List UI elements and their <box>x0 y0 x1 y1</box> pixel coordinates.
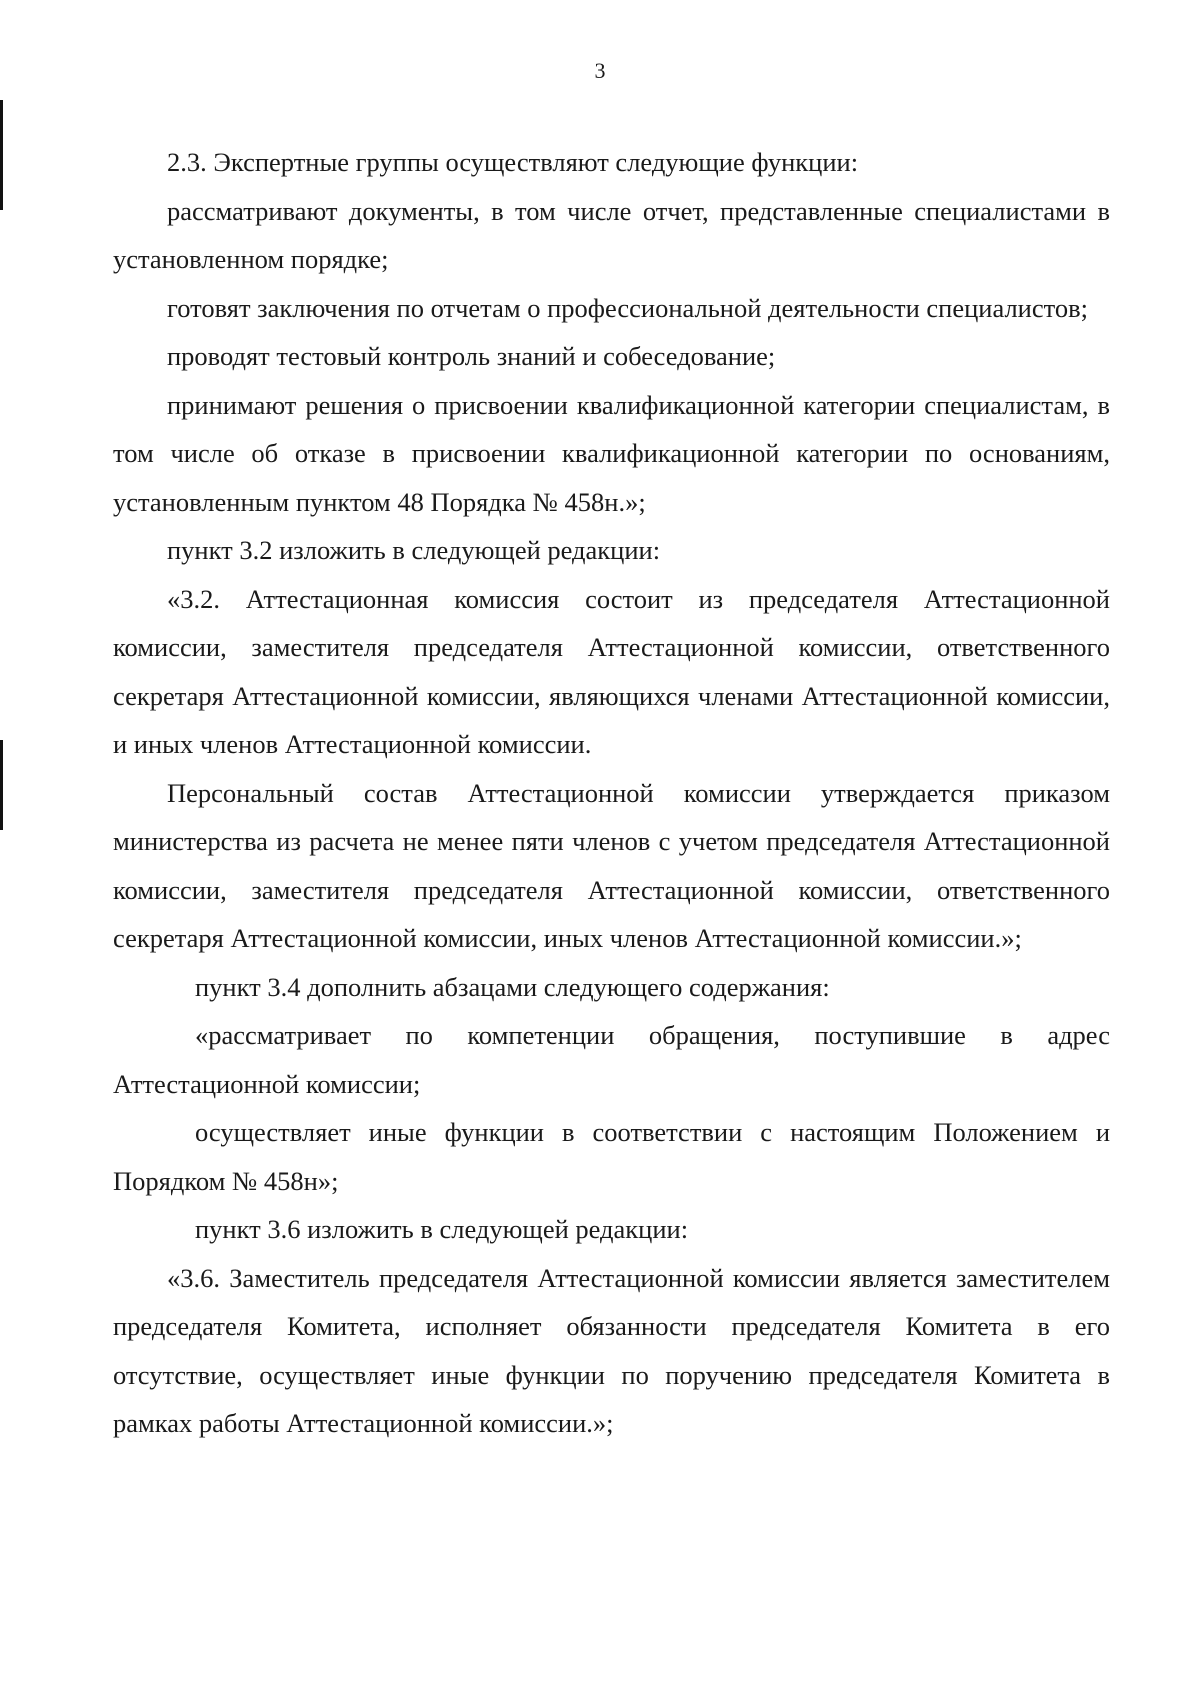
paragraph: осуществляет иные функции в соответствии с настоящим Положением и Порядком № 458н»; <box>113 1117 1110 1196</box>
paragraph: пункт 3.2 изложить в следующей редакции: <box>167 535 661 565</box>
paragraph: рассматривают документы, в том числе отчет, представленные специалистами в установленном порядке; <box>113 195 1110 274</box>
paragraph: готовят заключения по отчетам о профессиональной деятельности специалистов; <box>167 292 1088 323</box>
paragraph: проводят тестовый контроль знаний и собеседование; <box>167 341 776 371</box>
paragraph: принимают решения о присвоении квалификационной категории специалистам, в том числе об отказе в присвоении квалификационной категории по основаниям, установленным пунктом 48 Порядка № 458н.»; <box>113 389 1110 517</box>
scan-edge-mark <box>0 100 3 210</box>
paragraph: 2.3. Экспертные группы осуществляют следующие функции: <box>167 147 859 177</box>
document-body <box>113 138 1110 1448</box>
paragraph: пункт 3.6 изложить в следующей редакции: <box>195 1214 689 1244</box>
paragraph: «рассматривает по компетенции обращения, поступившие в адрес Аттестационной комиссии; <box>113 1020 1110 1099</box>
page-number: 3 <box>594 58 606 83</box>
paragraph: пункт 3.4 дополнить абзацами следующего содержания: <box>195 971 830 1002</box>
paragraph: Персональный состав Аттестационной комиссии утверждается приказом министерства из расчета не менее пяти членов с учетом председателя Аттестационной комиссии, заместителя председателя Аттестационной комиссии, ответственного секретаря Аттестационной комиссии, иных членов Аттестационной комиссии.»; <box>113 777 1110 953</box>
scan-edge-mark <box>0 740 3 830</box>
paragraph: «3.6. Заместитель председателя Аттестационной комиссии является заместителем председателя Комитета, исполняет обязанности председателя Комитета в его отсутствие, осуществляет иные функции по поручению председателя Комитета в рамках работы Аттестационной комиссии.»; <box>113 1262 1110 1438</box>
paragraph: «3.2. Аттестационная комиссия состоит из председателя Аттестационной комиссии, заместителя председателя Аттестационной комиссии, ответственного секретаря Аттестационной комиссии, являющихся членами Аттестационной комиссии, и иных членов Аттестационной комиссии. <box>113 583 1110 759</box>
